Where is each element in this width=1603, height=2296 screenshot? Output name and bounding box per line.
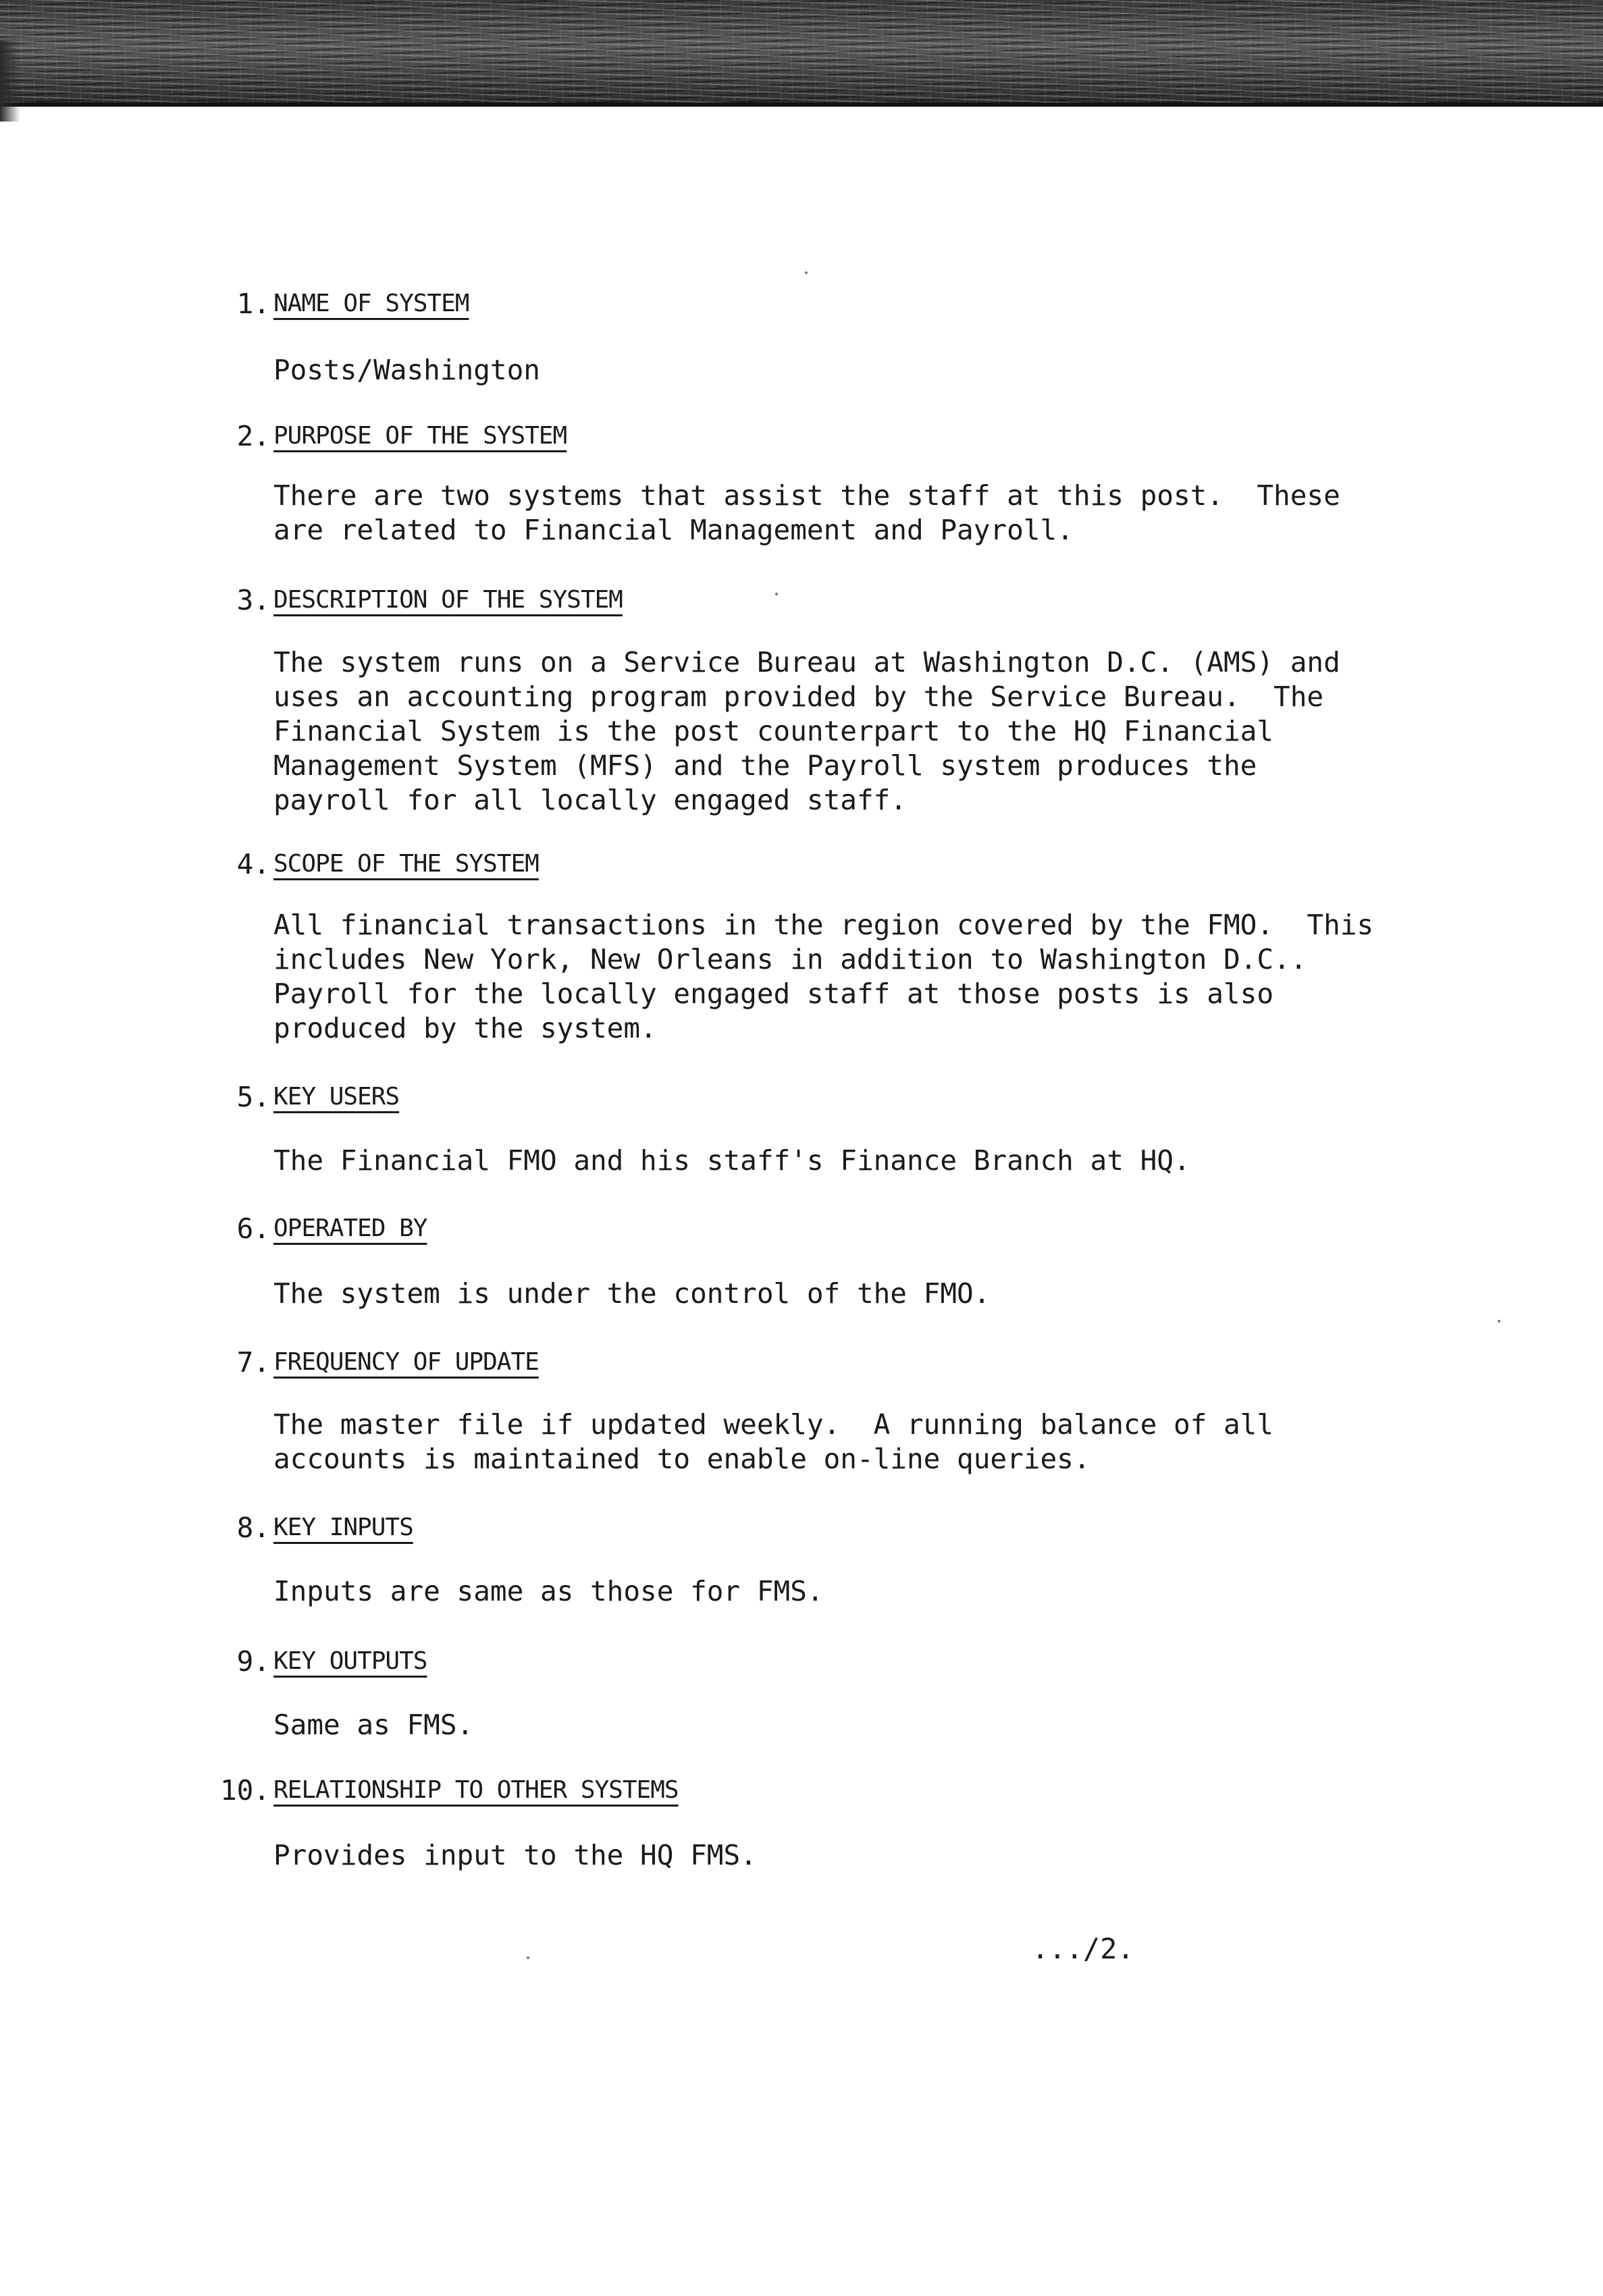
- section-number: 3.: [236, 584, 270, 616]
- section-heading: KEY OUTPUTS: [273, 1647, 427, 1675]
- section-heading: OPERATED BY: [273, 1214, 427, 1242]
- section-body: Provides input to the HQ FMS.: [273, 1839, 757, 1871]
- section-body: The master file if updated weekly. A running balance of all accounts is maintained to enable on-line queries.: [273, 1408, 1274, 1475]
- section-body: The system is under the control of the FMO.: [273, 1277, 991, 1310]
- section-heading: KEY INPUTS: [273, 1514, 413, 1541]
- section-heading: KEY USERS: [273, 1083, 400, 1111]
- section-number: 2.: [236, 420, 270, 452]
- section-number: 8.: [236, 1512, 270, 1544]
- section-number: 5.: [236, 1081, 270, 1113]
- section-body: All financial transactions in the region covered by the FMO. This includes New York, New Orleans in addition to Washington D.C.. Payroll for the locally engaged staff at those posts is also produced by the system.: [273, 909, 1374, 1044]
- section-heading: SCOPE OF THE SYSTEM: [273, 850, 539, 878]
- section-body: Posts/Washington: [273, 354, 540, 386]
- section-heading: DESCRIPTION OF THE SYSTEM: [273, 586, 623, 614]
- page-continuation-marker: .../2.: [1032, 1932, 1134, 1965]
- section-body: The Financial FMO and his staff's Finance Branch at HQ.: [273, 1144, 1190, 1177]
- section-number: 4.: [236, 848, 270, 880]
- section-number: 6.: [236, 1212, 270, 1245]
- section-number: 9.: [236, 1645, 270, 1678]
- section-heading: FREQUENCY OF UPDATE: [273, 1348, 539, 1376]
- section-body: The system runs on a Service Bureau at Washington D.C. (AMS) and uses an accounting program provided by the Service Bureau. The Financial System is the post counterpart to the HQ Financial Management System (MFS) and the Payroll system produces the payroll for all locally engaged staff.: [273, 646, 1340, 816]
- section-body: Inputs are same as those for FMS.: [273, 1575, 824, 1607]
- section-number: 1.: [236, 288, 270, 320]
- section-heading: PURPOSE OF THE SYSTEM: [273, 422, 567, 450]
- section-body: There are two systems that assist the staff at this post. These are related to Financial Management and Payroll.: [273, 479, 1340, 546]
- section-body: Same as FMS.: [273, 1709, 474, 1741]
- section-number: 7.: [236, 1346, 270, 1379]
- section-number: 10.: [219, 1774, 270, 1807]
- section-heading: NAME OF SYSTEM: [273, 290, 469, 317]
- section-heading: RELATIONSHIP TO OTHER SYSTEMS: [273, 1776, 679, 1804]
